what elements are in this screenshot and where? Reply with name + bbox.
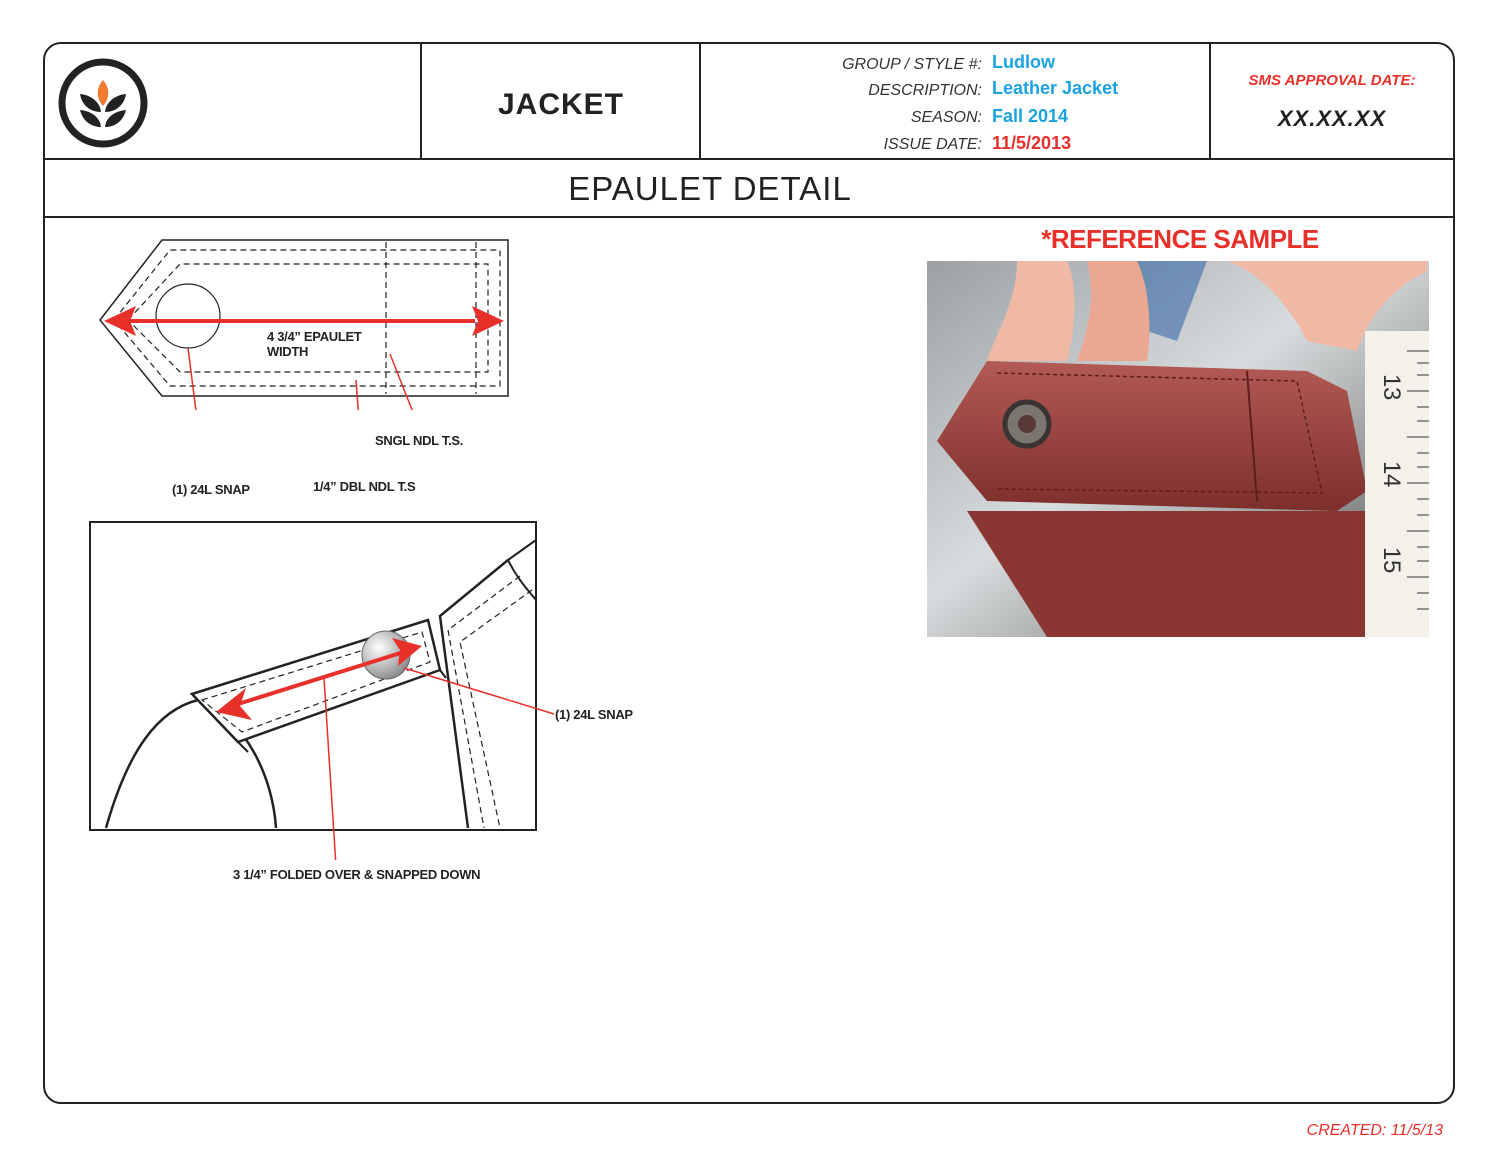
group-style-label: GROUP / STYLE #: bbox=[842, 56, 982, 73]
epaulet-width-label-1: 4 3/4” EPAULET bbox=[267, 329, 362, 344]
brand-logo bbox=[58, 58, 148, 148]
approval-date-value: XX.XX.XX bbox=[1277, 106, 1387, 131]
shoulder-sketch bbox=[88, 520, 648, 860]
created-date: CREATED: 11/5/13 bbox=[1306, 1122, 1443, 1139]
season-label: SEASON: bbox=[910, 109, 982, 126]
shoulder-snap-label: (1) 24L SNAP bbox=[555, 707, 633, 722]
title-bottom-divider bbox=[43, 216, 1455, 218]
sngl-ndl-label: SNGL NDL T.S. bbox=[375, 433, 464, 448]
folded-over-label: 3 1/4” FOLDED OVER & SNAPPED DOWN bbox=[233, 867, 481, 882]
group-style-row bbox=[702, 52, 1208, 78]
tape-number-13: 13 bbox=[1378, 373, 1406, 401]
epaulet-flat-sketch bbox=[90, 230, 520, 410]
reference-sample-title: *REFERENCE SAMPLE bbox=[1041, 224, 1319, 254]
issue-date-value: 11/5/2013 bbox=[992, 133, 1072, 153]
header-divider-3 bbox=[1209, 43, 1211, 159]
dbl-ndl-label: 1/4” DBL NDL T.S bbox=[313, 479, 416, 494]
tape-number-15: 15 bbox=[1378, 546, 1406, 574]
approval-date-label: SMS APPROVAL DATE: bbox=[1248, 72, 1416, 89]
season-row bbox=[702, 106, 1208, 132]
tape-number-14: 14 bbox=[1378, 460, 1406, 488]
epaulet-width-label-2: WIDTH bbox=[267, 344, 309, 359]
flat-snap-label: (1) 24L SNAP bbox=[172, 482, 250, 497]
section-title: EPAULET DETAIL bbox=[568, 170, 852, 207]
reference-sample-photo bbox=[927, 261, 1429, 637]
group-style-value: Ludlow bbox=[992, 52, 1055, 72]
issue-date-label: ISSUE DATE: bbox=[883, 136, 982, 153]
description-label: DESCRIPTION: bbox=[868, 82, 982, 99]
garment-type: JACKET bbox=[497, 88, 624, 121]
issue-date-row bbox=[702, 133, 1208, 159]
description-row bbox=[702, 78, 1208, 104]
season-value: Fall 2014 bbox=[992, 106, 1069, 126]
description-value: Leather Jacket bbox=[992, 78, 1119, 98]
